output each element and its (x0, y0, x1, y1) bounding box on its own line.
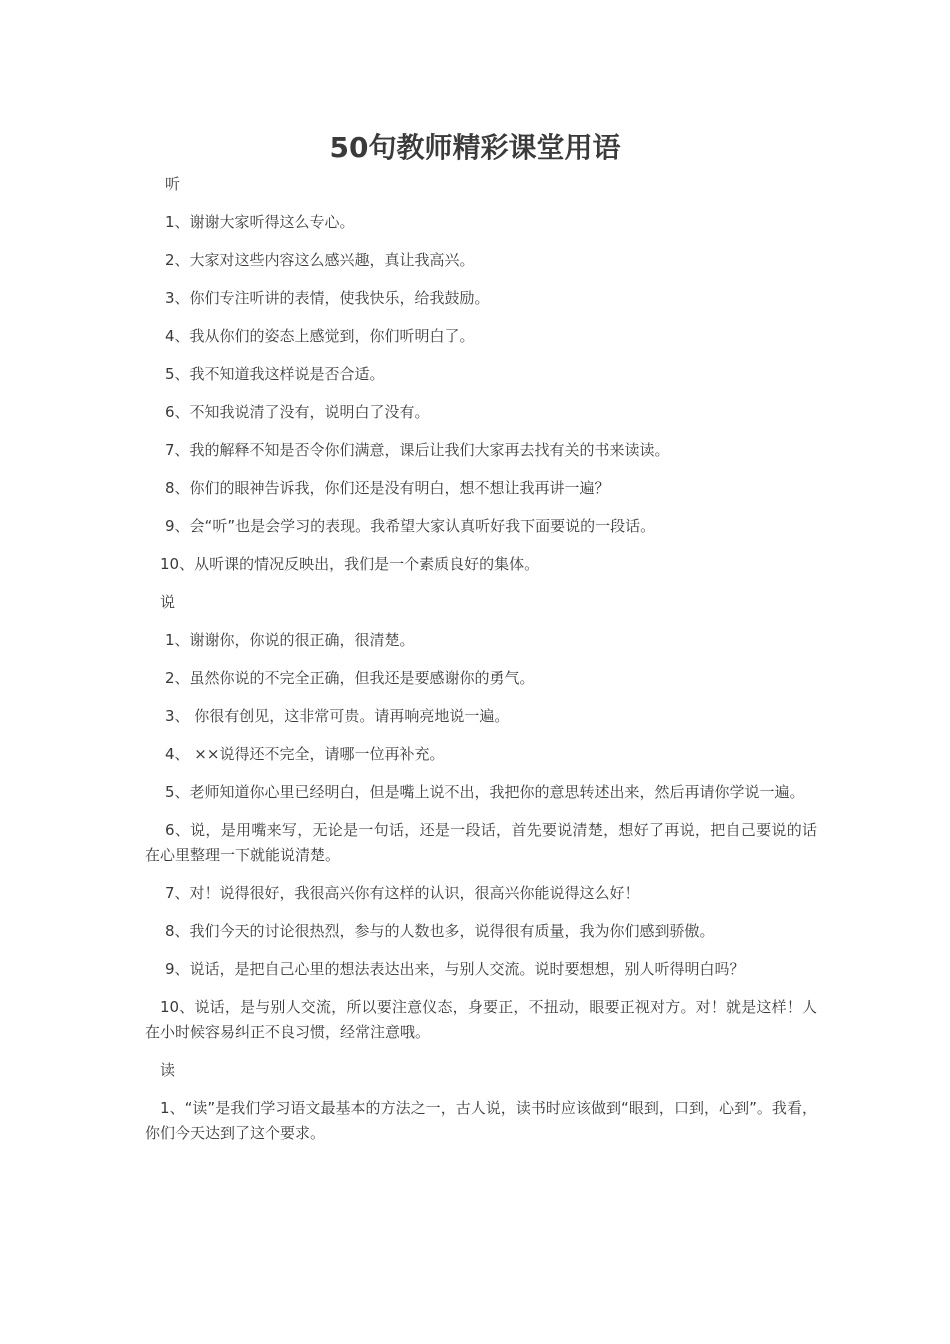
list-item: 3、你们专注听讲的表情，使我快乐，给我鼓励。 (165, 289, 490, 307)
list-item: 4、 ××说得还不完全，请哪一位再补充。 (165, 745, 445, 763)
list-item: 5、老师知道你心里已经明白，但是嘴上说不出，我把你的意思转述出来，然后再请你学说一遍。 (165, 783, 805, 801)
page-title: 50句教师精彩课堂用语 (329, 131, 621, 164)
list-item: 1、“读”是我们学习语文最基本的方法之一，古人说，读书时应该做到“眼到，口到，心到”。我看，你们今天达到了这个要求。 (145, 1099, 817, 1142)
section-heading-read: 读 (160, 1061, 176, 1079)
list-item: 5、我不知道我这样说是否合适。 (165, 365, 385, 383)
list-item: 4、我从你们的姿态上感觉到，你们听明白了。 (165, 327, 475, 345)
list-item: 8、我们今天的讨论很热烈，参与的人数也多，说得很有质量，我为你们感到骄傲。 (165, 922, 715, 940)
list-item: 6、不知我说清了没有，说明白了没有。 (165, 403, 430, 421)
document-body (145, 172, 817, 1159)
list-item: 1、谢谢你，你说的很正确，很清楚。 (165, 631, 415, 649)
list-item: 2、虽然你说的不完全正确，但我还是要感谢你的勇气。 (165, 669, 535, 687)
list-item: 10、说话，是与别人交流，所以要注意仪态，身要正，不扭动，眼要正视对方。对！就是这样！人在小时候容易纠正不良习惯，经常注意哦。 (145, 998, 817, 1041)
list-item: 6、说，是用嘴来写，无论是一句话，还是一段话，首先要说清楚，想好了再说，把自己要说的话在心里整理一下就能说清楚。 (145, 821, 817, 864)
list-item: 7、我的解释不知是否令你们满意，课后让我们大家再去找有关的书来读读。 (165, 441, 670, 459)
list-item: 7、对！说得很好，我很高兴你有这样的认识，很高兴你能说得这么好！ (165, 884, 640, 902)
list-item: 8、你们的眼神告诉我，你们还是没有明白，想不想让我再讲一遍？ (165, 479, 610, 497)
list-item: 9、会“听”也是会学习的表现。我希望大家认真听好我下面要说的一段话。 (165, 517, 656, 535)
list-item: 9、说话，是把自己心里的想法表达出来，与别人交流。说时要想想，别人听得明白吗？ (165, 960, 745, 978)
section-heading-listen: 听 (165, 175, 181, 193)
list-item: 2、大家对这些内容这么感兴趣，真让我高兴。 (165, 251, 475, 269)
list-item: 3、 你很有创见，这非常可贵。请再响亮地说一遍。 (165, 707, 510, 725)
section-heading-speak: 说 (160, 593, 176, 611)
list-item: 1、谢谢大家听得这么专心。 (165, 213, 355, 231)
list-item: 10、从听课的情况反映出，我们是一个素质良好的集体。 (160, 555, 540, 573)
